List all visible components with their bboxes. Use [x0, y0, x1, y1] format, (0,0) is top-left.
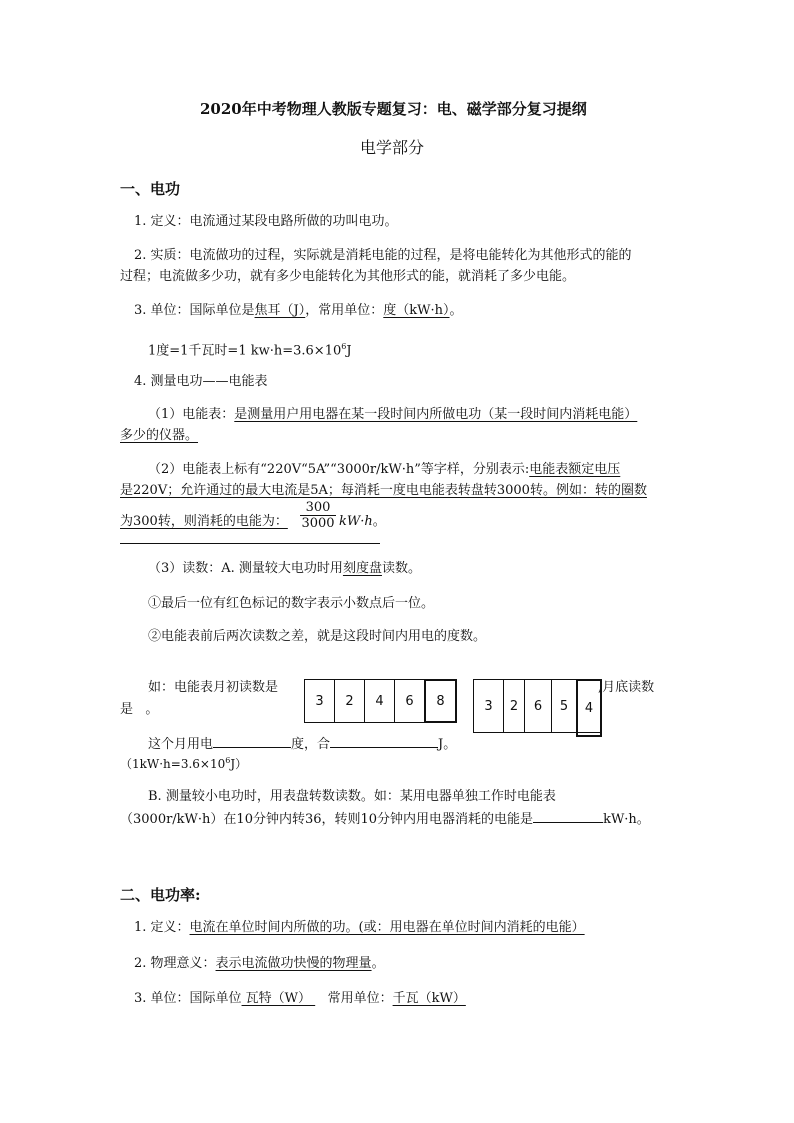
- power-definition: [134, 919, 585, 937]
- definition-line: 1. 定义：电流通过某段电路所做的功叫电功。: [134, 214, 398, 229]
- unit-end: 。: [449, 303, 463, 318]
- power-unit-watt: 瓦特（W）: [241, 991, 316, 1006]
- usage-note-end: J）: [230, 757, 248, 771]
- small-work-line-2: [120, 808, 650, 829]
- reading-text: （3）读数：A. 测量较大电功时用: [148, 561, 343, 576]
- meter-start-digit: 2: [335, 680, 365, 722]
- usage-question: [148, 733, 456, 754]
- meter-def-text: 是测量用户用电器在某一段时间内所做电功（某一段时间内消耗电能）: [234, 407, 638, 422]
- meter-end-digit-decimal: 4: [576, 679, 602, 737]
- essence-line-2: 过程；电流做多少功，就有多少电能转化为其他形式的能，就消耗了多少电能。: [120, 269, 576, 284]
- underline-rule: [120, 543, 380, 544]
- power-definition-text: 电流在单位时间内所做的功。(或：用电器在单位时间内消耗的电能）: [189, 920, 585, 935]
- usage-note-exp: 6: [225, 756, 231, 765]
- unit-kwh: 度（kW·h）: [383, 303, 450, 318]
- power-unit: [134, 990, 466, 1008]
- fraction-numerator: 300: [300, 500, 336, 516]
- power-unit-kw: 千瓦（kW）: [392, 991, 466, 1006]
- meter-label-line-3: [120, 513, 288, 531]
- heading-electric-power: 二、电功率:: [120, 886, 201, 904]
- reading-item-1: ①最后一位有红色标记的数字表示小数点后一位。: [148, 596, 435, 611]
- meter-label-voltage: 电能表额定电压: [529, 462, 621, 477]
- unit-line: [134, 302, 463, 320]
- usage-blank-joule[interactable]: [330, 733, 438, 748]
- example-text: 如：电能表月初读数是: [148, 680, 279, 695]
- meter-label-line-1: [148, 461, 620, 479]
- power-unit-mid: 常用单位：: [315, 991, 393, 1006]
- meter-start-digit: 6: [395, 680, 425, 722]
- meter-end-digit: 5: [552, 680, 577, 732]
- meter-label-current: 是220V；允许通过的最大电流是5A；每消耗一度电电能表转盘转3000转。例如：转的圈数: [120, 483, 647, 498]
- essence-line-1: 2. 实质：电流做功的过程，实际就是消耗电能的过程，是将电能转化为其他形式的能的: [134, 248, 632, 263]
- conversion-text: 1度=1千瓦时=1 kw·h=3.6×10: [148, 343, 342, 359]
- conversion-exponent: 6: [341, 342, 347, 351]
- meter-def-line-1: [148, 406, 637, 424]
- meter-end-digit: 2: [504, 680, 525, 732]
- measure-heading: 4. 测量电功——电能表: [134, 374, 268, 389]
- example-end-text: ,月底读数: [598, 680, 655, 695]
- usage-label: 这个月用电: [148, 737, 214, 752]
- meter-label-text: （2）电能表上标有“220V“5A”“3000r/kW·h”等字样，分别表示:: [148, 462, 530, 477]
- small-work-text: （3000r/kW·h）在10分钟内转36，转则10分钟内用电器消耗的电能是: [120, 812, 534, 827]
- power-meaning-text: 表示电流做功快慢的物理量: [215, 956, 372, 971]
- fraction-end: 。: [372, 514, 386, 529]
- meter-start-digit-decimal: 8: [424, 679, 457, 723]
- small-work-line-1: B. 测量较小电功时，用表盘转数读数。如：某用电器单独工作时电能表: [148, 789, 556, 804]
- meter-end-digit: 6: [525, 680, 552, 732]
- document-title: 2020年中考物理人教版专题复习：电、磁学部分复习提纲: [200, 100, 587, 118]
- example-is: [120, 701, 158, 719]
- meter-def-label: （1）电能表：: [148, 407, 235, 422]
- heading-electric-work: 一、电功: [120, 180, 181, 198]
- meter-label-example: 为300转，则消耗的电能为：: [120, 514, 288, 529]
- meter-label-line-2: [120, 482, 647, 500]
- power-definition-label: 1. 定义：: [134, 920, 190, 935]
- reading-item-2: ②电能表前后两次读数之差，就是这段时间内用电的度数。: [148, 629, 487, 644]
- meter-def-line-2: [120, 427, 198, 445]
- fraction-unit: kW·h: [339, 514, 373, 529]
- conversion-unit: J: [346, 343, 352, 359]
- usage-end: J。: [438, 737, 457, 752]
- meter-start-digit: 3: [305, 680, 335, 722]
- reading-end: 读数。: [381, 561, 421, 576]
- fraction: [300, 500, 336, 531]
- fraction-denominator: 3000: [301, 516, 335, 531]
- example-is-char: 是: [120, 702, 134, 717]
- unit-joule: 焦耳（J）: [254, 303, 306, 318]
- small-work-blank[interactable]: [533, 808, 603, 823]
- power-meaning: [134, 955, 385, 973]
- power-meaning-end: 。: [371, 956, 385, 971]
- example-dot: 。: [145, 702, 159, 717]
- meter-def-text-2: 多少的仪器。: [120, 428, 199, 443]
- meter-start-digit: 4: [365, 680, 395, 722]
- power-unit-label: 3. 单位：国际单位: [134, 991, 242, 1006]
- power-meaning-label: 2. 物理意义：: [134, 956, 216, 971]
- usage-note: [120, 752, 247, 773]
- reading-line: [148, 560, 421, 578]
- fraction-unit-line: [339, 513, 386, 531]
- meter-end-reading: [473, 679, 602, 733]
- meter-start-reading: [304, 679, 457, 723]
- usage-note-text: （1kW·h=3.6×10: [120, 757, 226, 771]
- unit-mid: ，常用单位：: [305, 303, 384, 318]
- usage-mid: 度，合: [291, 737, 331, 752]
- section-subtitle: 电学部分: [360, 138, 425, 157]
- usage-blank-kwh[interactable]: [213, 733, 291, 748]
- reading-dial: 刻度盘: [342, 561, 382, 576]
- small-work-end: kW·h。: [603, 812, 650, 827]
- meter-end-digit: 3: [474, 680, 504, 732]
- conversion-line: [148, 338, 352, 360]
- unit-label: 3. 单位：国际单位是: [134, 303, 255, 318]
